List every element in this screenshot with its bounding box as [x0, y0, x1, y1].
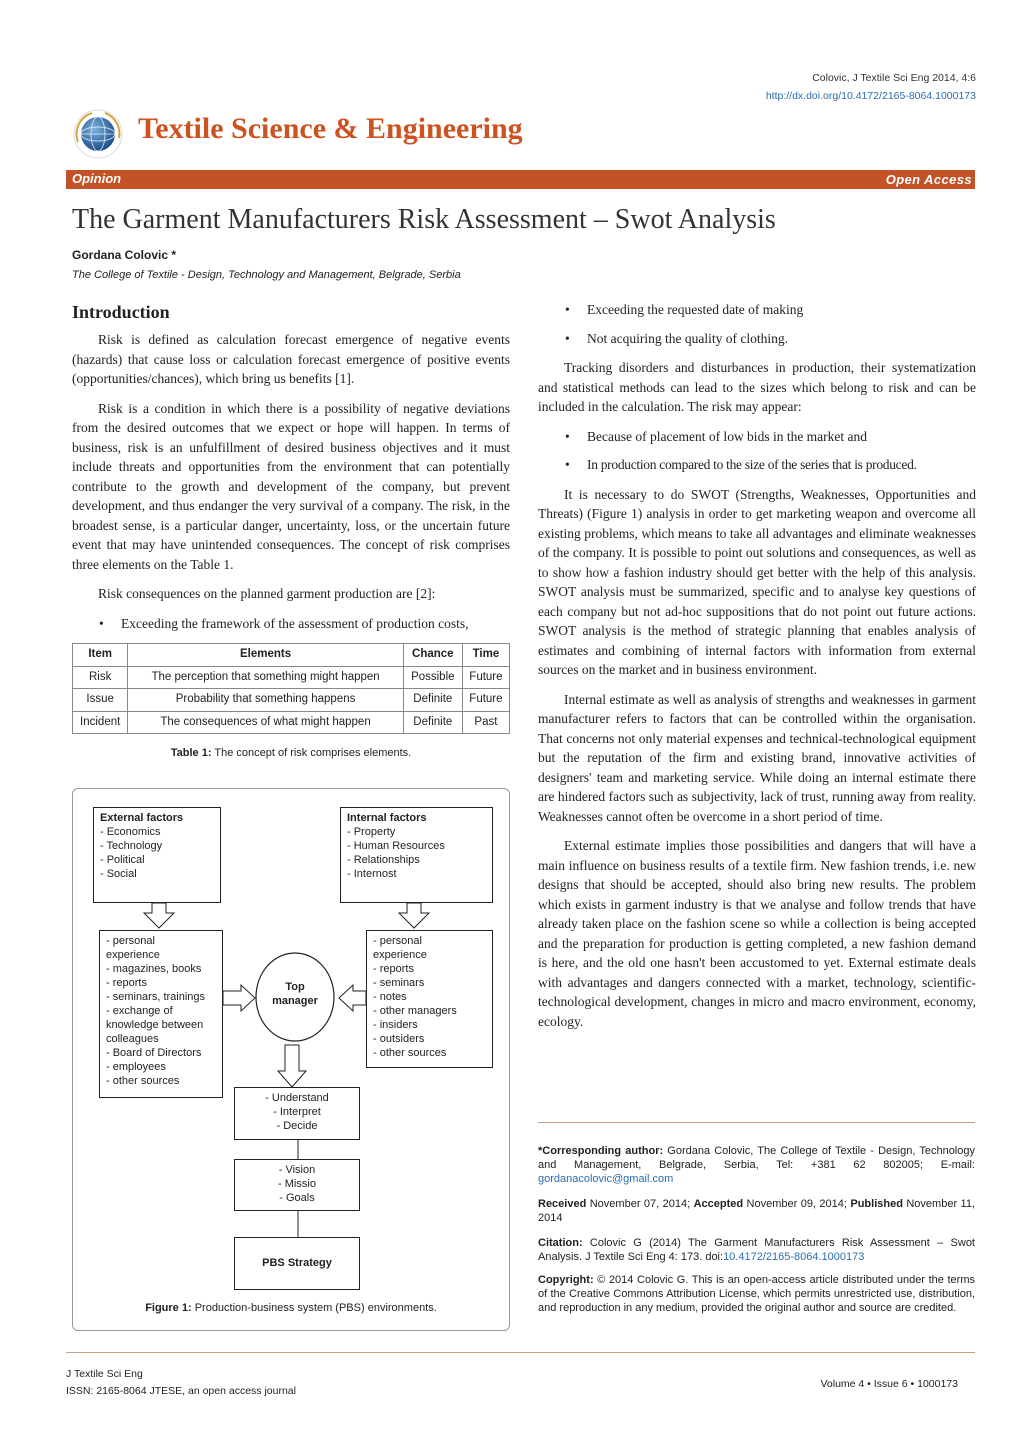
- footer-divider: [66, 1352, 975, 1353]
- bullet-item: • In production compared to the size of the series that is produced.: [538, 455, 976, 475]
- article-type-banner: [66, 170, 975, 189]
- arrow-left-icon: [339, 985, 366, 1011]
- paragraph: Internal estimate as well as analysis of strengths and weaknesses in garment manufacturer refers to factors that can be controlled within the organisation. That concerns not only material expenses and technical-technological equipment but the reputation of the firm and existing brand, innovative activities of designers' team and marketing service. While doing an internal estimate there are hindered factors such as subjectivity, lack of trust, running away from reality. Weaknesses cannot often be overcome in a short period of time.: [538, 691, 976, 824]
- source-item: - employees: [106, 1061, 166, 1073]
- source-item: - insiders: [373, 1019, 418, 1031]
- bullet-list: [72, 614, 510, 634]
- table-cell: Possible: [403, 666, 462, 689]
- paragraph: It is necessary to do SWOT (Strengths, Weaknesses, Opportunities and Threats) (Figure 1) analysis in order to get marketing weapon and overcome all existing problems, which means to take all advantages and eliminate weaknesses of the company. It is possible to point out solutions and consequences, as well as to show how a fashion industry should get better with the help of this analysis. SWOT analysis must be summarized, specific and to analyse key questions of each company but not ad-hoc suppositions that do not point out future actions. SWOT analysis is the method of strategic planning that enables analysis of estimates and combining of internal factors with information from external sources on the market and in business environment.: [538, 486, 976, 677]
- source-item: - personal: [106, 935, 155, 947]
- source-item: knowledge between: [106, 1019, 204, 1031]
- external-factor-item: - Political: [100, 854, 145, 866]
- journal-name: Textile Science & Engineering: [138, 112, 523, 145]
- internal-factor-item: - Human Resources: [347, 840, 445, 852]
- source-item: - outsiders: [373, 1033, 425, 1045]
- source-item: - magazines, books: [106, 963, 202, 975]
- vision-item: - Vision: [278, 1164, 316, 1176]
- table-row: [73, 711, 510, 734]
- external-factors-title: External factors: [100, 812, 184, 824]
- top-manager-label: Top manager: [272, 981, 318, 1007]
- vision-item: - Missio: [278, 1178, 316, 1190]
- footer-issn: ISSN: 2165-8064 JTESE, an open access journal: [66, 1385, 296, 1397]
- table-row: [73, 666, 510, 689]
- source-item: - reports: [373, 963, 414, 975]
- external-factor-item: - Economics: [100, 826, 161, 838]
- internal-factor-item: - Property: [347, 826, 396, 838]
- source-item: experience: [106, 949, 160, 961]
- section-heading-introduction: Introduction: [72, 302, 170, 322]
- source-item: - other sources: [106, 1075, 180, 1087]
- internal-factor-item: - Relationships: [347, 854, 420, 866]
- corresponding-author-note: *Corresponding author: Gordana Colovic, The College of Textile - Design, Technology and Management, Belgrade, Serbia, Tel: +381 62 802005; E-mail: gordanacolovic@gmail.com: [538, 1145, 975, 1185]
- footer-journal: J Textile Sci Eng: [66, 1368, 143, 1380]
- paragraph: Risk is a condition in which there is a possibility of negative deviations from the desired outcomes that we expect or hope will happen. In terms of business, risk is an unfulfillment of desired business objectives and it must include threats and opportunities from the environment that can potentially contribute to the growth and development of the company, but prevent development, and thus endanger the very survival of a company. The risk, in the broadest sense, is a particular danger, uncertainty, loss, or the uncertain future event that may have unintended consequences. The concept of risk comprises three elements on the Table 1.: [72, 400, 510, 572]
- bullet-item: • Not acquiring the quality of clothing.: [538, 329, 976, 349]
- vision-box: [234, 1159, 360, 1211]
- table-cell: Definite: [403, 689, 462, 712]
- understand-item: - Interpret: [273, 1106, 321, 1118]
- internal-factors-title: Internal factors: [347, 812, 427, 824]
- copyright-note: Copyright: © 2014 Colovic G. This is an open-access article distributed under the terms of the Creative Commons Attribution License, which permits unrestricted use, distribution, and reproduction in any medium, provided the original author and source are credited.: [538, 1274, 975, 1314]
- table-header-cell: Item: [73, 644, 128, 667]
- citation-note: Citation: Colovic G (2014) The Garment Manufacturers Risk Assessment – Swot Analysis. J Textile Sci Eng 4: 173. doi:10.4172/2165-8064.1000173: [538, 1237, 975, 1263]
- citation-doi-link[interactable]: 10.4172/2165-8064.1000173: [723, 1251, 865, 1263]
- table-header-row: [73, 644, 510, 667]
- bullet-item: • Because of placement of low bids in the market and: [538, 427, 976, 447]
- table-header-cell: Elements: [128, 644, 403, 667]
- bullet-item: • Exceeding the requested date of making: [538, 300, 976, 320]
- author-name: Gordana Colovic *: [72, 248, 177, 262]
- understand-item: - Understand: [265, 1092, 329, 1104]
- header-citation: Colovic, J Textile Sci Eng 2014, 4:6: [812, 72, 976, 84]
- table-cell: The perception that something might happen: [128, 666, 403, 689]
- source-item: colleagues: [106, 1033, 159, 1045]
- figure-caption: [72, 1302, 510, 1314]
- table-cell: Issue: [73, 689, 128, 712]
- external-factor-item: - Technology: [100, 840, 163, 852]
- table-caption-text: The concept of risk comprises elements.: [211, 747, 412, 759]
- figure-caption-label: Figure 1:: [145, 1302, 192, 1314]
- table-cell: Incident: [73, 711, 128, 734]
- dates-note: Received November 07, 2014; Accepted November 09, 2014; Published November 11, 2014: [538, 1198, 975, 1224]
- corresponding-author-label: *Corresponding author:: [538, 1145, 664, 1157]
- internal-factor-item: - Internost: [347, 868, 397, 880]
- source-item: - exchange of: [106, 1005, 173, 1017]
- author-affiliation: The College of Textile - Design, Technology and Management, Belgrade, Serbia: [72, 269, 461, 281]
- table-cell: Future: [462, 666, 509, 689]
- left-column: [72, 300, 510, 764]
- source-item: - seminars: [373, 977, 425, 989]
- source-item: - other managers: [373, 1005, 457, 1017]
- table-cell: The consequences of what might happen: [128, 711, 403, 734]
- figure-1: [72, 788, 510, 1331]
- left-sources-box: [99, 930, 223, 1098]
- source-item: - other sources: [373, 1047, 447, 1059]
- table-cell: Definite: [403, 711, 462, 734]
- arrow-right-icon: [223, 985, 255, 1011]
- footer-volume: Volume 4 • Issue 6 • 1000173: [820, 1378, 958, 1390]
- author-email-link[interactable]: gordanacolovic@gmail.com: [538, 1173, 674, 1185]
- divider: [538, 1122, 975, 1123]
- bullet-list: [538, 300, 976, 348]
- external-factor-item: - Social: [100, 868, 137, 880]
- right-column: [538, 300, 976, 1041]
- table-header-cell: Time: [462, 644, 509, 667]
- internal-factors-box: [340, 807, 493, 903]
- vision-item: - Goals: [279, 1192, 315, 1204]
- understand-item: - Decide: [276, 1120, 318, 1132]
- paper-title: The Garment Manufacturers Risk Assessment – Swot Analysis: [72, 204, 776, 235]
- open-access-label: Open Access: [885, 172, 972, 187]
- bullet-item: • Exceeding the framework of the assessment of production costs,: [72, 614, 510, 634]
- table-header-cell: Chance: [403, 644, 462, 667]
- paragraph: Risk consequences on the planned garment production are [2]:: [98, 586, 436, 601]
- article-type-label: Opinion: [72, 171, 122, 186]
- source-item: - Board of Directors: [106, 1047, 202, 1059]
- publisher-globe-logo: [72, 108, 124, 160]
- source-item: - reports: [106, 977, 147, 989]
- arrow-down-icon: [399, 903, 429, 928]
- external-factors-box: [93, 807, 221, 903]
- header-doi-link[interactable]: http://dx.doi.org/10.4172/2165-8064.1000173: [765, 90, 976, 102]
- pbs-strategy-box: PBS Strategy: [234, 1237, 360, 1290]
- paragraph: External estimate implies those possibilities and dangers that will have a main influence on business results of a textile firm. New fashion trends, i.e. new designs that should be accepted, should also bring new results. The problem which exists in garment industry is that we analyse and follow trends that have already taken place on the fashion scene so while a collection is being accepted and the preparation for production is getting completed, a new fashion demand is here, and the old one hasn't been accustomed to yet. External estimate deals with advantages and dangers connected with a market, technology, scientific-technological development, changes in micro and macro environment, economy, ecology.: [538, 838, 976, 1029]
- understand-box: [234, 1087, 360, 1140]
- source-item: - seminars, trainings: [106, 991, 206, 1003]
- table-row: [73, 689, 510, 712]
- source-item: - notes: [373, 991, 407, 1003]
- paragraph: Risk is defined as calculation forecast emergence of negative events (hazards) that cause loss or calculation forecast emergence of positive events (opportunities/chances), which bring us benefits [1].: [72, 332, 510, 386]
- table-caption: [72, 744, 510, 764]
- table-cell: Probability that something happens: [128, 689, 403, 712]
- arrow-down-icon: [144, 903, 174, 928]
- arrow-down-icon: [278, 1045, 306, 1087]
- table-cell: Future: [462, 689, 509, 712]
- risk-table: [72, 643, 510, 734]
- figure-caption-text: Production-business system (PBS) environments.: [191, 1302, 437, 1314]
- table-cell: Risk: [73, 666, 128, 689]
- right-sources-box: [366, 930, 493, 1068]
- source-item: - personal: [373, 935, 422, 947]
- table-cell: Past: [462, 711, 509, 734]
- paragraph: Tracking disorders and disturbances in production, their systematization and statistical methods can lead to the sizes which belong to risk and can be included in the calculation. The risk may appear:: [538, 360, 976, 414]
- table-caption-label: Table 1:: [170, 747, 212, 759]
- bullet-list: [538, 427, 976, 475]
- source-item: experience: [373, 949, 427, 961]
